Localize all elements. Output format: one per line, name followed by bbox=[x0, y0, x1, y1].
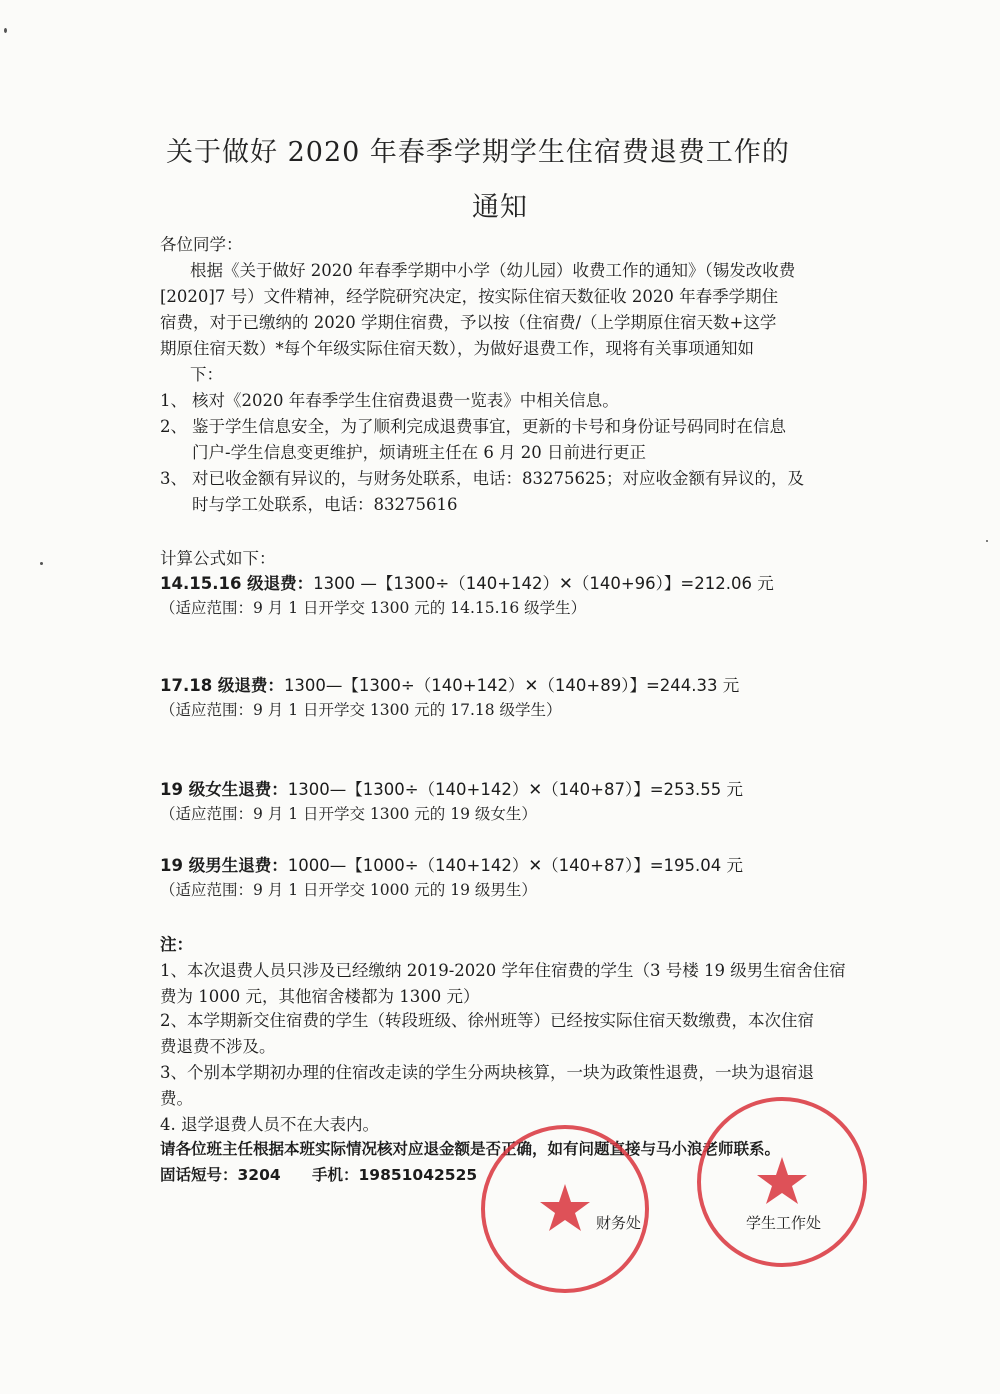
formula-row bbox=[160, 852, 743, 876]
formula-scope: （适应范围：9 月 1 日开学交 1300 元的 17.18 级学生） bbox=[160, 701, 562, 719]
scan-speck bbox=[4, 28, 7, 33]
salutation: 各位同学： bbox=[160, 235, 243, 254]
formula-label: 19 级女生退费： bbox=[160, 780, 288, 799]
item-number: 1、 bbox=[160, 391, 187, 410]
formula-expression: 1300—【1300÷（140+142）✕（140+89）】=244.33 元 bbox=[283, 676, 740, 695]
formula-heading: 计算公式如下： bbox=[160, 549, 276, 568]
formula-row bbox=[160, 570, 774, 594]
item-number: 2、 bbox=[160, 417, 187, 436]
formula-row bbox=[160, 672, 739, 696]
student-affairs-label: 学生工作处 bbox=[746, 1214, 822, 1232]
formula-label: 19 级男生退费： bbox=[160, 856, 288, 875]
item-text: 门户-学生信息变更维护，烦请班主任在 6 月 20 日前进行更正 bbox=[192, 443, 647, 462]
finance-office-seal bbox=[478, 1122, 652, 1296]
item-number: 3、 bbox=[160, 469, 187, 488]
phone-short-number: 固话短号：3204 bbox=[160, 1166, 281, 1184]
document-title-line2: 通知 bbox=[472, 192, 528, 223]
formula-label: 14.15.16 级退费： bbox=[160, 574, 314, 593]
intro-line: 期原住宿天数）*每个年级实际住宿天数），为做好退费工作，现将有关事项通知如 bbox=[160, 339, 754, 358]
item-text: 鉴于学生信息安全，为了顺利完成退费事宜，更新的卡号和身份证号码同时在信息 bbox=[192, 417, 786, 436]
formula-row bbox=[160, 776, 743, 800]
formula-expression: 1000—【1000÷（140+142）✕（140+87）】=195.04 元 bbox=[287, 856, 744, 875]
finance-office-label: 财务处 bbox=[596, 1214, 642, 1232]
mobile-number: 手机：19851042525 bbox=[312, 1166, 478, 1184]
formula-scope: （适应范围：9 月 1 日开学交 1000 元的 19 级男生） bbox=[160, 881, 537, 899]
note-line: 4. 退学退费人员不在大表内。 bbox=[160, 1115, 379, 1134]
formula-expression: 1300—【1300÷（140+142）✕（140+87）】=253.55 元 bbox=[287, 780, 744, 799]
formula-label: 17.18 级退费： bbox=[160, 676, 284, 695]
note-line: 1、本次退费人员只涉及已经缴纳 2019-2020 学年住宿费的学生（3 号楼 19 级男生宿舍住宿 bbox=[160, 961, 846, 980]
document-title-line1: 关于做好 2020 年春季学期学生住宿费退费工作的 bbox=[166, 137, 790, 168]
formula-expression: 1300 —【1300÷（140+142）✕（140+96）】=212.06 元 bbox=[313, 574, 774, 593]
note-line: 费为 1000 元，其他宿舍楼都为 1300 元） bbox=[160, 987, 480, 1006]
notes-heading: 注： bbox=[160, 935, 193, 954]
student-affairs-seal bbox=[694, 1094, 870, 1270]
item-text: 对已收金额有异议的，与财务处联系，电话：83275625；对应收金额有异议的，及 bbox=[192, 469, 804, 488]
formula-scope: （适应范围：9 月 1 日开学交 1300 元的 14.15.16 级学生） bbox=[160, 599, 587, 617]
note-line: 3、个别本学期初办理的住宿改走读的学生分两块核算，一块为政策性退费，一块为退宿退 bbox=[160, 1063, 814, 1082]
note-line: 费退费不涉及。 bbox=[160, 1037, 276, 1056]
intro-line: 根据《关于做好 2020 年春季学期中小学（幼儿园）收费工作的通知》（锡发改收费 bbox=[190, 261, 796, 280]
scan-speck bbox=[986, 540, 988, 542]
item-text: 时与学工处联系，电话：83275616 bbox=[192, 495, 458, 514]
closing-instruction: 请各位班主任根据本班实际情况核对应退金额是否正确，如有问题直接与马小浪老师联系。 bbox=[160, 1140, 781, 1158]
formula-scope: （适应范围：9 月 1 日开学交 1300 元的 19 级女生） bbox=[160, 805, 537, 823]
intro-line: 宿费，对于已缴纳的 2020 学期住宿费，予以按（住宿费/（上学期原住宿天数+这学 bbox=[160, 313, 777, 332]
note-line: 费。 bbox=[160, 1089, 193, 1108]
intro-line: [2020]7 号）文件精神，经学院研究决定，按实际住宿天数征收 2020 年春季学期住 bbox=[160, 287, 779, 306]
scan-speck bbox=[40, 562, 43, 565]
item-text: 核对《2020 年春季学生住宿费退费一览表》中相关信息。 bbox=[192, 391, 619, 410]
intro-line: 下： bbox=[190, 365, 223, 384]
note-line: 2、本学期新交住宿费的学生（转段班级、徐州班等）已经按实际住宿天数缴费，本次住宿 bbox=[160, 1011, 814, 1030]
